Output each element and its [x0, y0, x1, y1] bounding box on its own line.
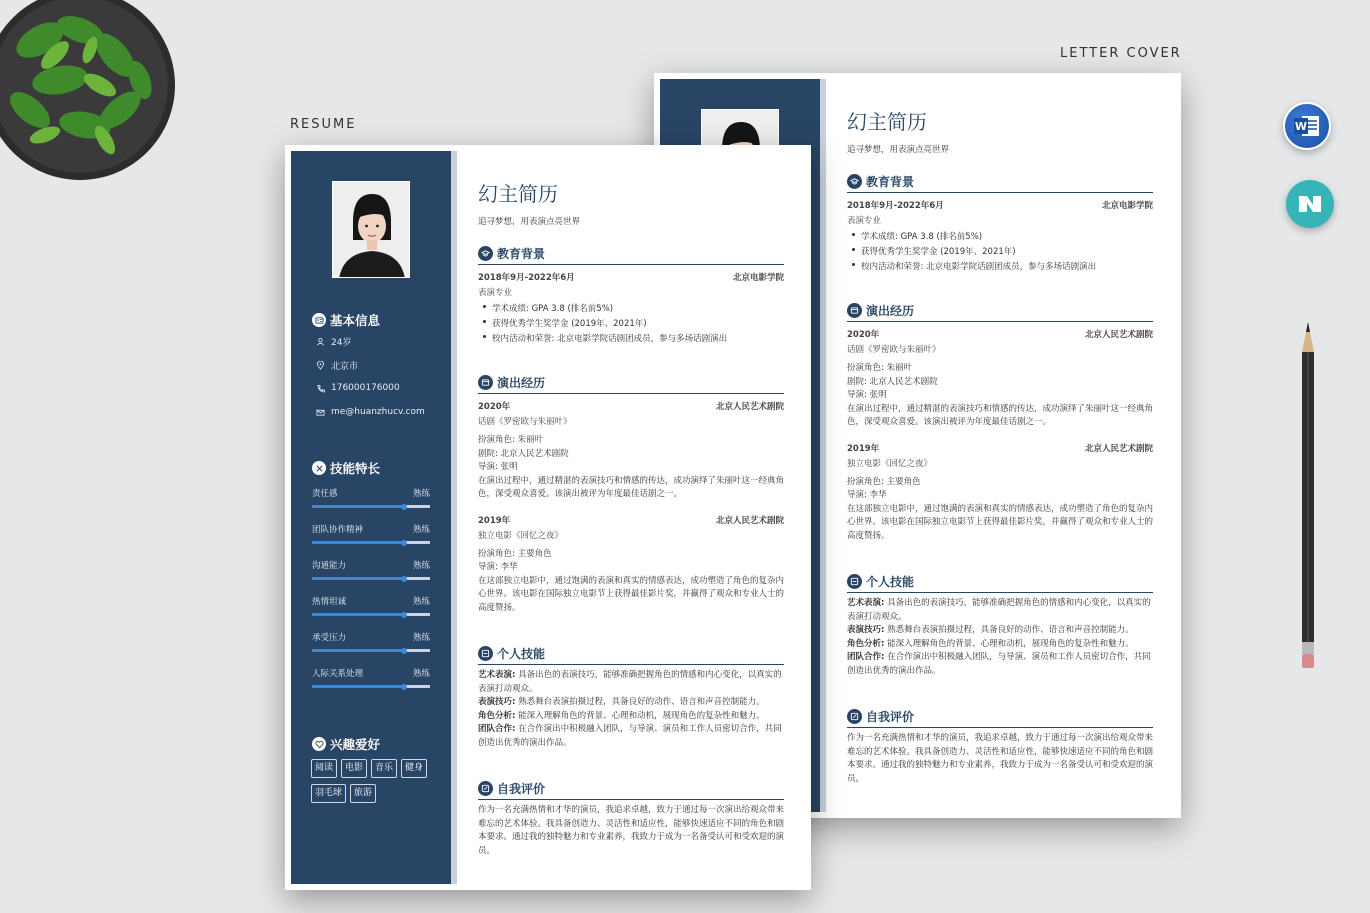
pencil-decoration	[1298, 322, 1318, 672]
info-email[interactable]: me@huanzhucv.com	[314, 407, 425, 417]
graduation-cap-icon	[478, 246, 493, 261]
personal-skill-item: 团队合作: 在合作演出中积极融入团队，与导演、演员和工作人员密切合作，共同创造出优秀的演出作品。	[847, 652, 1151, 676]
personal-skill-item: 表演技巧: 熟悉舞台表演拍摄过程，具备良好的动作、语言和声音控制能力。	[847, 625, 1134, 635]
performance-line: 导演: 李华	[847, 490, 887, 500]
skill-level: 熟练	[412, 633, 430, 643]
performance-line: 导演: 李华	[478, 562, 518, 572]
self-eval-header	[847, 708, 1153, 728]
performance-year: 2019年	[847, 443, 880, 454]
resume-sidebar	[291, 151, 451, 884]
education-list	[478, 302, 784, 344]
performance-row	[847, 328, 1153, 340]
skill-item	[312, 595, 430, 616]
hobby-tag: 健身	[401, 759, 427, 778]
education-header	[847, 173, 1153, 193]
resume-motto: 追寻梦想，用表演点亮世界	[847, 145, 950, 155]
performance-desc: 在这部独立电影中，通过饱满的表演和真实的情感表达，成功塑造了角色的复杂内心世界。该电影在国际独立电影节上获得最佳影片奖，并赢得了观众和专业人士的高度赞扬。	[478, 575, 785, 613]
skill-item	[312, 487, 430, 508]
personal-skill-item: 角色分析: 能深入理解角色的背景、心理和动机，展现角色的复杂性和魅力。	[847, 638, 1134, 649]
personal-skill-item: 表演技巧: 熟悉舞台表演拍摄过程，具备良好的动作、语言和声音控制能力。	[478, 697, 765, 707]
education-major: 表演专业	[478, 288, 513, 298]
personal-skills-title: 个人技能	[497, 647, 546, 661]
skill-bar	[312, 649, 430, 652]
performance-title: 演出经历	[866, 304, 915, 318]
performance-org: 北京人民艺术剧院	[1084, 443, 1153, 454]
basic-info-title: 基本信息	[330, 313, 381, 328]
self-eval-title: 自我评价	[497, 782, 546, 796]
skill-item	[312, 559, 430, 580]
hobby-tag: 旅游	[350, 784, 376, 803]
edit-icon	[478, 781, 493, 796]
resume-motto: 追寻梦想，用表演点亮世界	[478, 217, 581, 227]
skill-bar	[312, 577, 430, 580]
education-row	[478, 271, 784, 283]
skills-icon	[847, 574, 862, 589]
personal-skills-header	[847, 573, 1153, 593]
personal-skill-item: 艺术表演: 具备出色的表演技巧，能够准确把握角色的情感和内心变化，以真实的表演打动观众。	[478, 670, 782, 694]
performance-row	[847, 442, 1153, 454]
graduation-cap-icon	[847, 174, 862, 189]
mail-icon	[314, 407, 326, 417]
education-title: 教育背景	[497, 247, 546, 261]
performance-line: 剧院: 北京人民艺术剧院	[847, 376, 938, 387]
list-item: 获得优秀学生奖学金 (2019年、2021年)	[861, 245, 1153, 257]
performance-desc: 在演出过程中，通过精湛的表演技巧和情感的传达，成功演绎了朱丽叶这一经典角色，深受观众喜爱。该演出被评为年度最佳话剧之一。	[847, 403, 1154, 427]
skill-name: 承受压力	[312, 633, 347, 643]
self-eval-header	[478, 780, 784, 800]
basic-info-header	[312, 311, 380, 329]
performance-work: 话剧《罗密欧与朱丽叶》	[847, 345, 941, 355]
skill-level: 熟练	[412, 561, 430, 571]
performance-year: 2020年	[478, 402, 511, 412]
education-period: 2018年9月-2022年6月	[847, 201, 944, 211]
performance-year: 2019年	[478, 515, 511, 526]
svg-text:W: W	[1294, 120, 1308, 133]
performance-year: 2020年	[847, 330, 880, 340]
performance-row	[478, 400, 784, 412]
skills-icon	[478, 646, 493, 661]
performance-line: 导演: 张明	[478, 462, 518, 472]
hobbies-title: 兴趣爱好	[330, 737, 381, 752]
skill-bar	[312, 505, 430, 508]
info-age: 24岁	[314, 335, 351, 348]
education-school: 北京电影学院	[1101, 201, 1153, 211]
letter-cover-label: LETTER COVER	[1060, 46, 1182, 61]
hobby-tag: 羽毛球	[311, 784, 346, 803]
phone-icon	[314, 383, 326, 393]
hobby-tag: 电影	[341, 759, 367, 778]
resume-page	[285, 145, 811, 890]
skill-name: 沟通能力	[312, 561, 347, 571]
education-major: 表演专业	[847, 216, 882, 226]
education-row	[847, 199, 1153, 211]
performance-line: 扮演角色: 主要角色	[847, 476, 921, 487]
personal-skill-item: 团队合作: 在合作演出中积极融入团队，与导演、演员和工作人员密切合作，共同创造出优秀的演出作品。	[478, 724, 782, 748]
performance-line: 扮演角色: 主要角色	[478, 548, 552, 559]
personal-skills-title: 个人技能	[866, 575, 915, 589]
list-item: 学术成绩: GPA 3.8 (排名前5%)	[861, 230, 1153, 242]
performance-desc: 在演出过程中，通过精湛的表演技巧和情感的传达，成功演绎了朱丽叶这一经典角色，深受观众喜爱。该演出被评为年度最佳话剧之一。	[478, 475, 785, 499]
hobby-tag: 音乐	[371, 759, 397, 778]
skill-name: 人际关系处理	[312, 669, 364, 679]
skill-level: 熟练	[412, 669, 430, 679]
skill-bar	[312, 541, 430, 544]
performance-header	[478, 374, 784, 394]
stage-icon	[847, 303, 862, 318]
heart-icon	[312, 737, 326, 751]
performance-title: 演出经历	[497, 376, 546, 390]
tools-icon	[312, 461, 326, 475]
potted-plant-decoration	[0, 0, 175, 195]
self-eval-title: 自我评价	[866, 710, 915, 724]
skill-level: 熟练	[412, 597, 430, 607]
skill-bar	[312, 685, 430, 688]
edit-icon	[847, 709, 862, 724]
performance-org: 北京人民艺术剧院	[715, 402, 784, 412]
performance-line: 剧院: 北京人民艺术剧院	[478, 448, 569, 459]
education-header	[478, 245, 784, 265]
skill-name: 团队协作精神	[312, 525, 364, 535]
education-list	[847, 230, 1153, 272]
notes-app-icon[interactable]	[1286, 180, 1334, 228]
education-title: 教育背景	[866, 175, 915, 189]
skill-item	[312, 523, 430, 544]
resume-name: 幻主简历	[478, 182, 558, 206]
self-eval-text: 作为一名充满热情和才华的演员，我追求卓越，致力于通过每一次演出给观众带来难忘的艺术体验。我具备创造力、灵活性和适应性，能够快速适应不同的角色和剧本要求。通过我的独特魅力和专业素养，我致力于成为一名备受认可和受欢迎的演员。	[847, 733, 1154, 784]
personal-skill-item: 角色分析: 能深入理解角色的背景、心理和动机，展现角色的复杂性和魅力。	[478, 710, 765, 721]
resume-main-column	[478, 145, 784, 858]
performance-org: 北京人民艺术剧院	[715, 515, 784, 526]
performance-work: 话剧《罗密欧与朱丽叶》	[478, 417, 572, 427]
skill-bar	[312, 613, 430, 616]
list-item: 校内活动和荣誉: 北京电影学院话剧团成员，参与多场话剧演出	[861, 260, 1153, 272]
stage-icon	[478, 375, 493, 390]
performance-desc: 在这部独立电影中，通过饱满的表演和真实的情感表达，成功塑造了角色的复杂内心世界。该电影在国际独立电影节上获得最佳影片奖，并赢得了观众和专业人士的高度赞扬。	[847, 503, 1154, 541]
skill-level: 熟练	[412, 489, 430, 499]
list-item: 校内活动和荣誉: 北京电影学院话剧团成员，参与多场话剧演出	[492, 332, 784, 344]
performance-header	[847, 302, 1153, 322]
personal-skills-header	[478, 645, 784, 665]
performance-line: 扮演角色: 朱丽叶	[478, 435, 544, 445]
performance-row	[478, 514, 784, 526]
hobby-tag: 阅读	[311, 759, 337, 778]
skill-item	[312, 631, 430, 652]
list-item: 学术成绩: GPA 3.8 (排名前5%)	[492, 302, 784, 314]
location-icon	[314, 361, 326, 371]
performance-line: 扮演角色: 朱丽叶	[847, 363, 913, 373]
performance-work: 独立电影《回忆之夜》	[478, 530, 564, 541]
resume-label: RESUME	[290, 117, 357, 132]
skill-item	[312, 667, 430, 688]
person-icon	[314, 337, 326, 347]
info-location: 北京市	[314, 359, 358, 372]
education-period: 2018年9月-2022年6月	[478, 273, 575, 283]
performance-org: 北京人民艺术剧院	[1084, 330, 1153, 340]
skills-title: 技能特长	[330, 461, 381, 476]
skill-name: 责任感	[312, 489, 338, 499]
personal-skill-item: 艺术表演: 具备出色的表演技巧，能够准确把握角色的情感和内心变化，以真实的表演打动观众。	[847, 598, 1151, 622]
resume-name: 幻主简历	[847, 110, 927, 134]
performance-work: 独立电影《回忆之夜》	[847, 458, 933, 469]
self-eval-text: 作为一名充满热情和才华的演员，我追求卓越，致力于通过每一次演出给观众带来难忘的艺术体验。我具备创造力、灵活性和适应性，能够快速适应不同的角色和剧本要求。通过我的独特魅力和专业素养，我致力于成为一名备受认可和受欢迎的演员。	[478, 805, 785, 856]
word-file-icon[interactable]	[1283, 102, 1331, 150]
list-item: 获得优秀学生奖学金 (2019年、2021年)	[492, 317, 784, 329]
hobbies-header	[312, 735, 380, 753]
education-school: 北京电影学院	[732, 273, 784, 283]
letter-main-column	[847, 73, 1153, 786]
skills-header	[312, 459, 380, 477]
skill-name: 热情坦诚	[312, 597, 347, 607]
hobby-tags	[311, 759, 441, 803]
profile-photo	[332, 181, 410, 278]
performance-line: 导演: 张明	[847, 390, 887, 400]
id-card-icon	[312, 313, 326, 327]
skill-level: 熟练	[412, 525, 430, 535]
info-phone: 176000176000	[314, 383, 400, 393]
